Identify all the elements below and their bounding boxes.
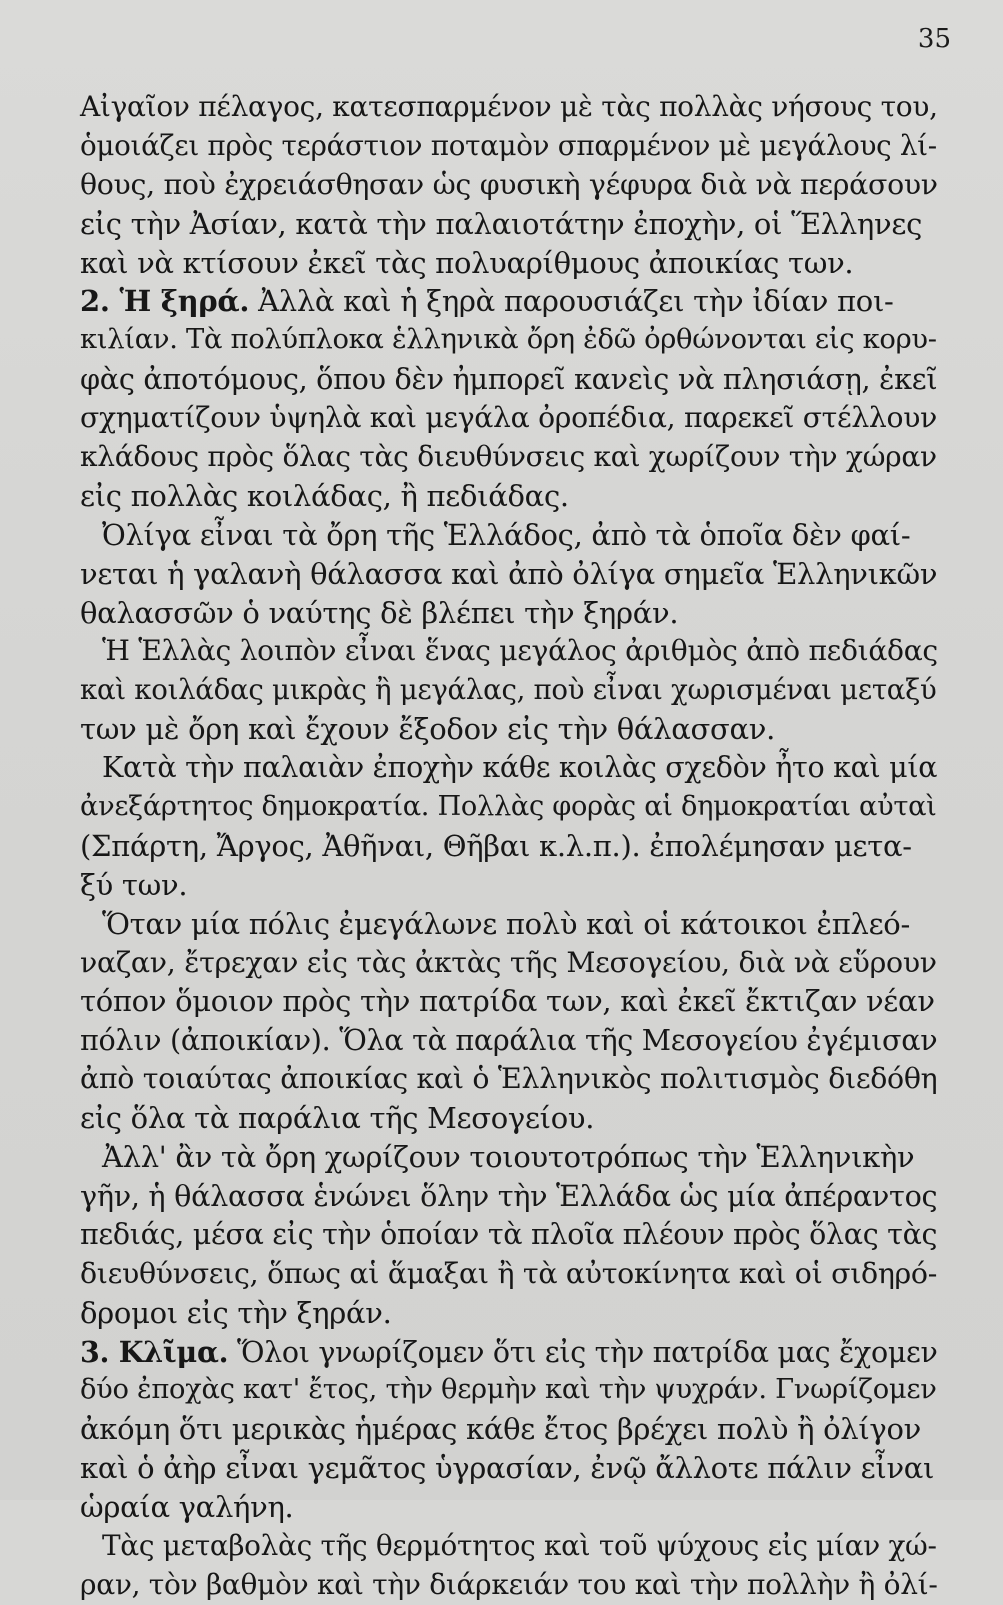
text-line: [80, 127, 938, 166]
line-text: Ὅλοι γνωρίζομεν ὅτι εἰς τὴν πατρίδα μας ἔχομεν: [228, 1335, 938, 1369]
line-text: εἰς πολλὰς κοιλάδας, ἢ πεδιάδας.: [80, 478, 569, 513]
line-text: κλάδους πρὸς ὅλας τὰς διευθύνσεις καὶ χωρίζουν τὴν χώραν: [80, 440, 937, 474]
text-line: [80, 1333, 938, 1372]
text-line: [80, 671, 938, 710]
line-text: εἰς ὅλα τὰ παράλια τῆς Μεσογείου.: [80, 1101, 595, 1136]
line-text: ὡραία γαλήνη.: [80, 1490, 294, 1525]
line-text: ναζαν, ἔτρεχαν εἰς τὰς ἀκτὰς τῆς Μεσογείου, διὰ νὰ εὕρουν: [80, 945, 937, 979]
text-line: [80, 555, 938, 594]
line-text: Κατὰ τὴν παλαιὰν ἐποχὴν κάθε κοιλὰς σχεδὸν ἦτο καὶ μία: [102, 751, 938, 785]
text-line: [80, 166, 938, 205]
line-text: καὶ κοιλάδας μικρὰς ἢ μεγάλας, ποὺ εἶναι χωρισμέναι μεταξύ: [80, 673, 937, 707]
text-line: [80, 1255, 938, 1294]
line-text: Ἀλλὰ καὶ ἡ ξηρὰ παρουσιάζει τὴν ἰδίαν ποι-: [249, 284, 894, 319]
text-line: [80, 321, 938, 360]
text-line: [80, 710, 938, 749]
line-text: δύο ἐποχὰς κατ' ἔτος, τὴν θερμὴν καὶ τὴν ψυχράν. Γνωρίζομεν: [80, 1374, 937, 1406]
body-text: [80, 88, 938, 1605]
text-line: [80, 827, 938, 866]
line-text: διευθύνσεις, ὅπως αἱ ἅμαξαι ἢ τὰ αὐτοκίνητα καὶ οἱ σιδηρό-: [80, 1256, 938, 1290]
line-text: σχηματίζουν ὑψηλὰ καὶ μεγάλα ὀροπέδια, παρεκεῖ στέλλουν: [80, 401, 937, 435]
line-text: θαλασσῶν ὁ ναύτης δὲ βλέπει τὴν ξηράν.: [80, 595, 679, 630]
text-line: [80, 1488, 938, 1527]
line-text: δρομοι εἰς τὴν ξηράν.: [80, 1295, 392, 1330]
text-line: [80, 788, 938, 827]
line-text: ξύ των.: [80, 867, 188, 902]
line-text: Ἀλλ' ἂν τὰ ὄρη χωρίζουν τοιουτοτρόπως τὴν Ἑλληνικὴν: [102, 1140, 915, 1175]
line-text: Ἡ Ἑλλὰς λοιπὸν εἶναι ἕνας μεγάλος ἀριθμὸς ἀπὸ πεδιάδας: [102, 634, 938, 668]
line-text: πεδιάς, μέσα εἰς τὴν ὁποίαν τὰ πλοῖα πλέουν πρὸς ὅλας τὰς: [80, 1217, 938, 1251]
line-text: ραν, τὸν βαθμὸν καὶ τὴν διάρκειάν του καὶ τὴν πολλὴν ἢ ὀλί-: [80, 1567, 938, 1601]
line-text: πόλιν (ἀποικίαν). Ὅλα τὰ παράλια τῆς Μεσογείου ἐγέμισαν: [80, 1023, 938, 1058]
text-line: [80, 88, 938, 127]
text-line: [80, 982, 938, 1021]
text-line: [80, 866, 938, 905]
text-line: [80, 1371, 938, 1410]
line-text: τόπον ὅμοιον πρὸς τὴν πατρίδα των, καὶ ἐκεῖ ἔκτιζαν νέαν: [80, 984, 935, 1019]
line-text: ἀπὸ τοιαύτας ἀποικίας καὶ ὁ Ἑλληνικὸς πολιτισμὸς διεδόθη: [80, 1062, 938, 1096]
text-line: [80, 205, 938, 244]
text-line: [80, 516, 938, 555]
line-text: ἀνεξάρτητος δημοκρατία. Πολλὰς φορὰς αἱ δημοκρατίαι αὐταὶ: [80, 791, 937, 823]
line-text: καὶ νὰ κτίσουν ἐκεῖ τὰς πολυαρίθμους ἀποικίας των.: [80, 245, 854, 280]
line-text: Ὅταν μία πόλις ἐμεγάλωνε πολὺ καὶ οἱ κάτοικοι ἐπλεό-: [102, 906, 910, 941]
text-line: [80, 438, 938, 477]
line-text: εἰς τὴν Ἀσίαν, κατὰ τὴν παλαιοτάτην ἐποχὴν, οἱ Ἕλληνες: [80, 206, 923, 241]
text-line: [80, 1060, 938, 1099]
text-line: [80, 749, 938, 788]
text-line: [80, 1099, 938, 1138]
text-line: [80, 477, 938, 516]
text-line: [80, 905, 938, 944]
line-text: καὶ ὁ ἀὴρ εἶναι γεμᾶτος ὑγρασίαν, ἐνῷ ἄλλοτε πάλιν εἶναι: [80, 1451, 935, 1486]
text-line: [80, 1138, 938, 1177]
line-text: Ὀλίγα εἶναι τὰ ὄρη τῆς Ἑλλάδος, ἀπὸ τὰ ὁποῖα δὲν φαί-: [102, 517, 911, 552]
line-text: θους, ποὺ ἐχρειάσθησαν ὡς φυσικὴ γέφυρα διὰ νὰ περάσουν: [80, 167, 938, 201]
line-text: ὁμοιάζει πρὸς τεράστιον ποταμὸν σπαρμένον μὲ μεγάλους λί-: [80, 128, 937, 162]
text-line: [80, 1216, 938, 1255]
line-text: γῆν, ἡ θάλασσα ἑνώνει ὅλην τὴν Ἑλλάδα ὡς μία ἀπέραντος: [80, 1178, 938, 1213]
line-text: ἀκόμη ὅτι μερικὰς ἡμέρας κάθε ἔτος βρέχει πολὺ ἢ ὀλίγον: [80, 1412, 921, 1447]
text-line: [80, 282, 938, 321]
line-text: Τὰς μεταβολὰς τῆς θερμότητος καὶ τοῦ ψύχους εἰς μίαν χώ-: [102, 1528, 937, 1562]
text-line: [80, 632, 938, 671]
line-text: νεται ἡ γαλανὴ θάλασσα καὶ ἀπὸ ὀλίγα σημεῖα Ἑλληνικῶν: [80, 556, 938, 591]
text-line: [80, 594, 938, 633]
line-text: (Σπάρτη, Ἄργος, Ἀθῆναι, Θῆβαι κ.λ.π.). ἐπολέμησαν μετα-: [80, 828, 912, 863]
text-line: [80, 944, 938, 983]
text-line: [80, 1177, 938, 1216]
page-number: 35: [917, 24, 951, 54]
text-line: [80, 1410, 938, 1449]
text-line: [80, 1449, 938, 1488]
text-line: [80, 1527, 938, 1566]
line-text: κιλίαν. Τὰ πολύπλοκα ἑλληνικὰ ὄρη ἐδῶ ὀρθώνονται εἰς κορυ-: [80, 324, 937, 356]
line-text: των μὲ ὄρη καὶ ἔχουν ἔξοδον εἰς τὴν θάλασσαν.: [80, 712, 776, 747]
line-text: φὰς ἀποτόμους, ὅπου δὲν ἠμπορεῖ κανεὶς νὰ πλησιάσῃ, ἐκεῖ: [80, 362, 938, 397]
section-heading: 2. Ἡ ξηρά.: [80, 284, 250, 319]
text-line: [80, 399, 938, 438]
text-line: [80, 1566, 938, 1605]
text-line: [80, 1294, 938, 1333]
text-line: [80, 244, 938, 283]
section-heading: 3. Κλῖμα.: [80, 1334, 229, 1369]
line-text: Αἰγαῖον πέλαγος, κατεσπαρμένον μὲ τὰς πολλὰς νήσους του,: [80, 90, 938, 123]
text-line: [80, 360, 938, 399]
text-line: [80, 1021, 938, 1060]
